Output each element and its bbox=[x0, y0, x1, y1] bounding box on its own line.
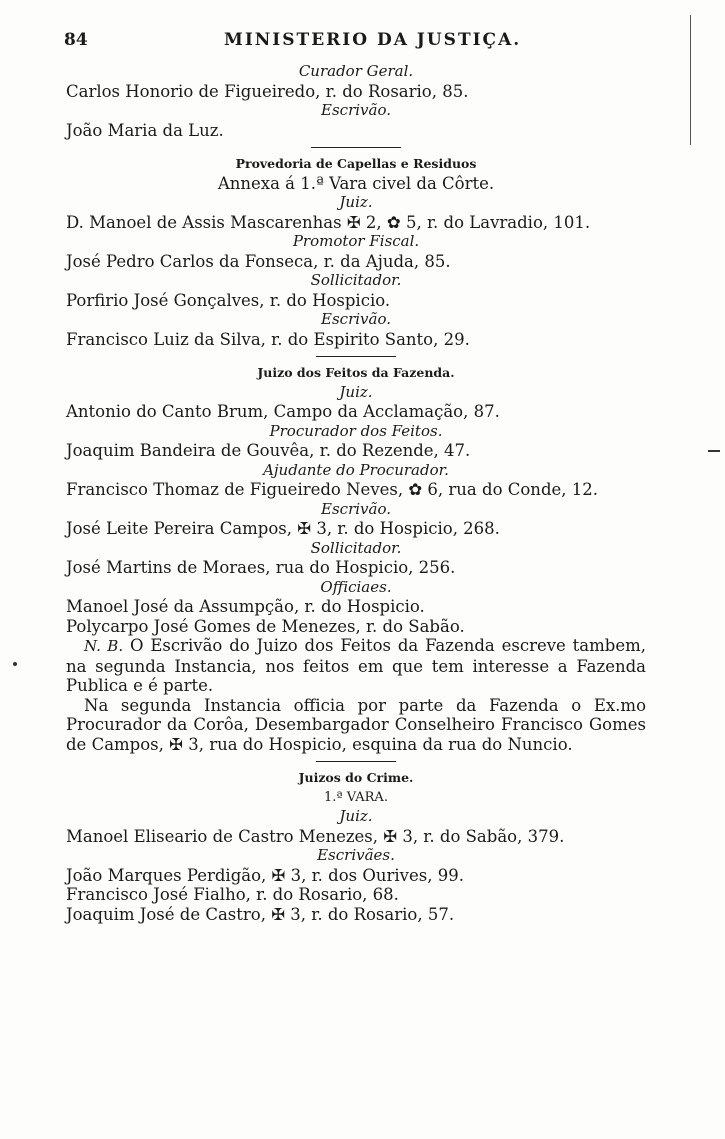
fazenda-title: Juizo dos Feitos da Fazenda. bbox=[257, 365, 455, 380]
page-header bbox=[64, 30, 664, 60]
crime-escrivaes-heading: Escrivães. bbox=[317, 846, 395, 864]
nb-text: O Escrivão do Juizo dos Feitos da Fazenda escreve tambem, na segunda Instancia, nos feitos em que tem interesse a Fazenda Publica e é parte. bbox=[66, 636, 646, 695]
fazenda-escrivao-heading: Escrivão. bbox=[321, 499, 391, 518]
fazenda-escrivao-name: José Leite Pereira Campos, ✠ 3, r. do Hospicio, 268. bbox=[66, 519, 500, 538]
page-number: 84 bbox=[64, 30, 88, 50]
provedoria-subtitle: Annexa á 1.ª Vara civel da Côrte. bbox=[217, 173, 495, 193]
fazenda-ajudante-name: Francisco Thomaz de Figueiredo Neves, ✿ 6, rua do Conde, 12. bbox=[66, 480, 598, 499]
fazenda-officiaes-heading: Officiaes. bbox=[320, 577, 392, 596]
fazenda-juiz-name: Antonio do Canto Brum, Campo da Acclamação, 87. bbox=[66, 402, 500, 421]
crime-escrivao: Joaquim José de Castro, ✠ 3, r. do Rosario, 57. bbox=[66, 904, 455, 924]
provedoria-title: Provedoria de Capellas e Residuos bbox=[235, 156, 477, 171]
fazenda-procurador-heading: Procurador dos Feitos. bbox=[269, 421, 443, 440]
running-title: MINISTERIO DA JUSTIÇA. bbox=[224, 30, 522, 50]
provedoria-promotor-heading: Promotor Fiscal. bbox=[292, 232, 420, 250]
fazenda-sollicitador-name: José Martins de Moraes, rua do Hospicio, 256. bbox=[66, 558, 456, 577]
margin-dash bbox=[708, 450, 720, 452]
fazenda-note-2: Na segunda Instancia officia por parte da Fazenda o Ex.mo Procurador da Corôa, Desembargador Conselheiro Francisco Gomes de Campos, ✠ 3, rua do Hospicio, esquina da rua do Nuncio. bbox=[66, 695, 646, 754]
crime-escrivao: Francisco José Fialho, r. do Rosario, 68. bbox=[66, 885, 399, 904]
provedoria-escrivao-name: Francisco Luiz da Silva, r. do Espirito Santo, 29. bbox=[66, 329, 470, 349]
crime-juiz-heading: Juiz. bbox=[339, 807, 373, 825]
fazenda-juiz-heading: Juiz. bbox=[339, 382, 373, 401]
fazenda-official: Manoel José da Assumpção, r. do Hospicio. bbox=[66, 597, 425, 616]
fazenda-official: Polycarpo José Gomes de Menezes, r. do Sabão. bbox=[66, 616, 465, 636]
fazenda-ajudante-heading: Ajudante do Procurador. bbox=[263, 460, 449, 479]
divider bbox=[316, 761, 396, 762]
fazenda-procurador-name: Joaquim Bandeira de Gouvêa, r. do Rezende, 47. bbox=[66, 441, 471, 460]
provedoria-juiz-name: D. Manoel de Assis Mascarenhas ✠ 2, ✿ 5, r. do Lavradio, 101. bbox=[66, 212, 591, 232]
divider bbox=[316, 356, 396, 357]
crime-title: Juizos do Crime. bbox=[298, 770, 414, 785]
crime-juiz-name: Manoel Eliseario de Castro Menezes, ✠ 3, r. do Sabão, 379. bbox=[66, 826, 565, 846]
provedoria-sollicitador-heading: Sollicitador. bbox=[310, 271, 402, 289]
crime-vara: 1.ª VARA. bbox=[324, 789, 388, 805]
provedoria-escrivao-heading: Escrivão. bbox=[321, 310, 391, 328]
provedoria-promotor-name: José Pedro Carlos da Fonseca, r. da Ajuda, 85. bbox=[66, 251, 451, 271]
nb-label: N. B. bbox=[84, 637, 124, 655]
crime-escrivao: João Marques Perdigão, ✠ 3, r. dos Ourives, 99. bbox=[66, 865, 464, 885]
divider bbox=[311, 147, 401, 148]
provedoria-sollicitador-name: Porfirio José Gonçalves, r. do Hospicio. bbox=[66, 290, 391, 310]
curador-escrivao-heading: Escrivão. bbox=[321, 101, 391, 119]
margin-line bbox=[690, 15, 693, 145]
margin-dot bbox=[13, 662, 17, 666]
provedoria-juiz-heading: Juiz. bbox=[339, 193, 373, 211]
curador-heading: Curador Geral. bbox=[298, 62, 414, 80]
page-body bbox=[66, 62, 646, 924]
fazenda-sollicitador-heading: Sollicitador. bbox=[310, 538, 402, 557]
fazenda-nb-note bbox=[66, 636, 646, 696]
curador-name: Carlos Honorio de Figueiredo, r. do Rosario, 85. bbox=[66, 81, 469, 101]
curador-escrivao-name: João Maria da Luz. bbox=[66, 120, 224, 140]
